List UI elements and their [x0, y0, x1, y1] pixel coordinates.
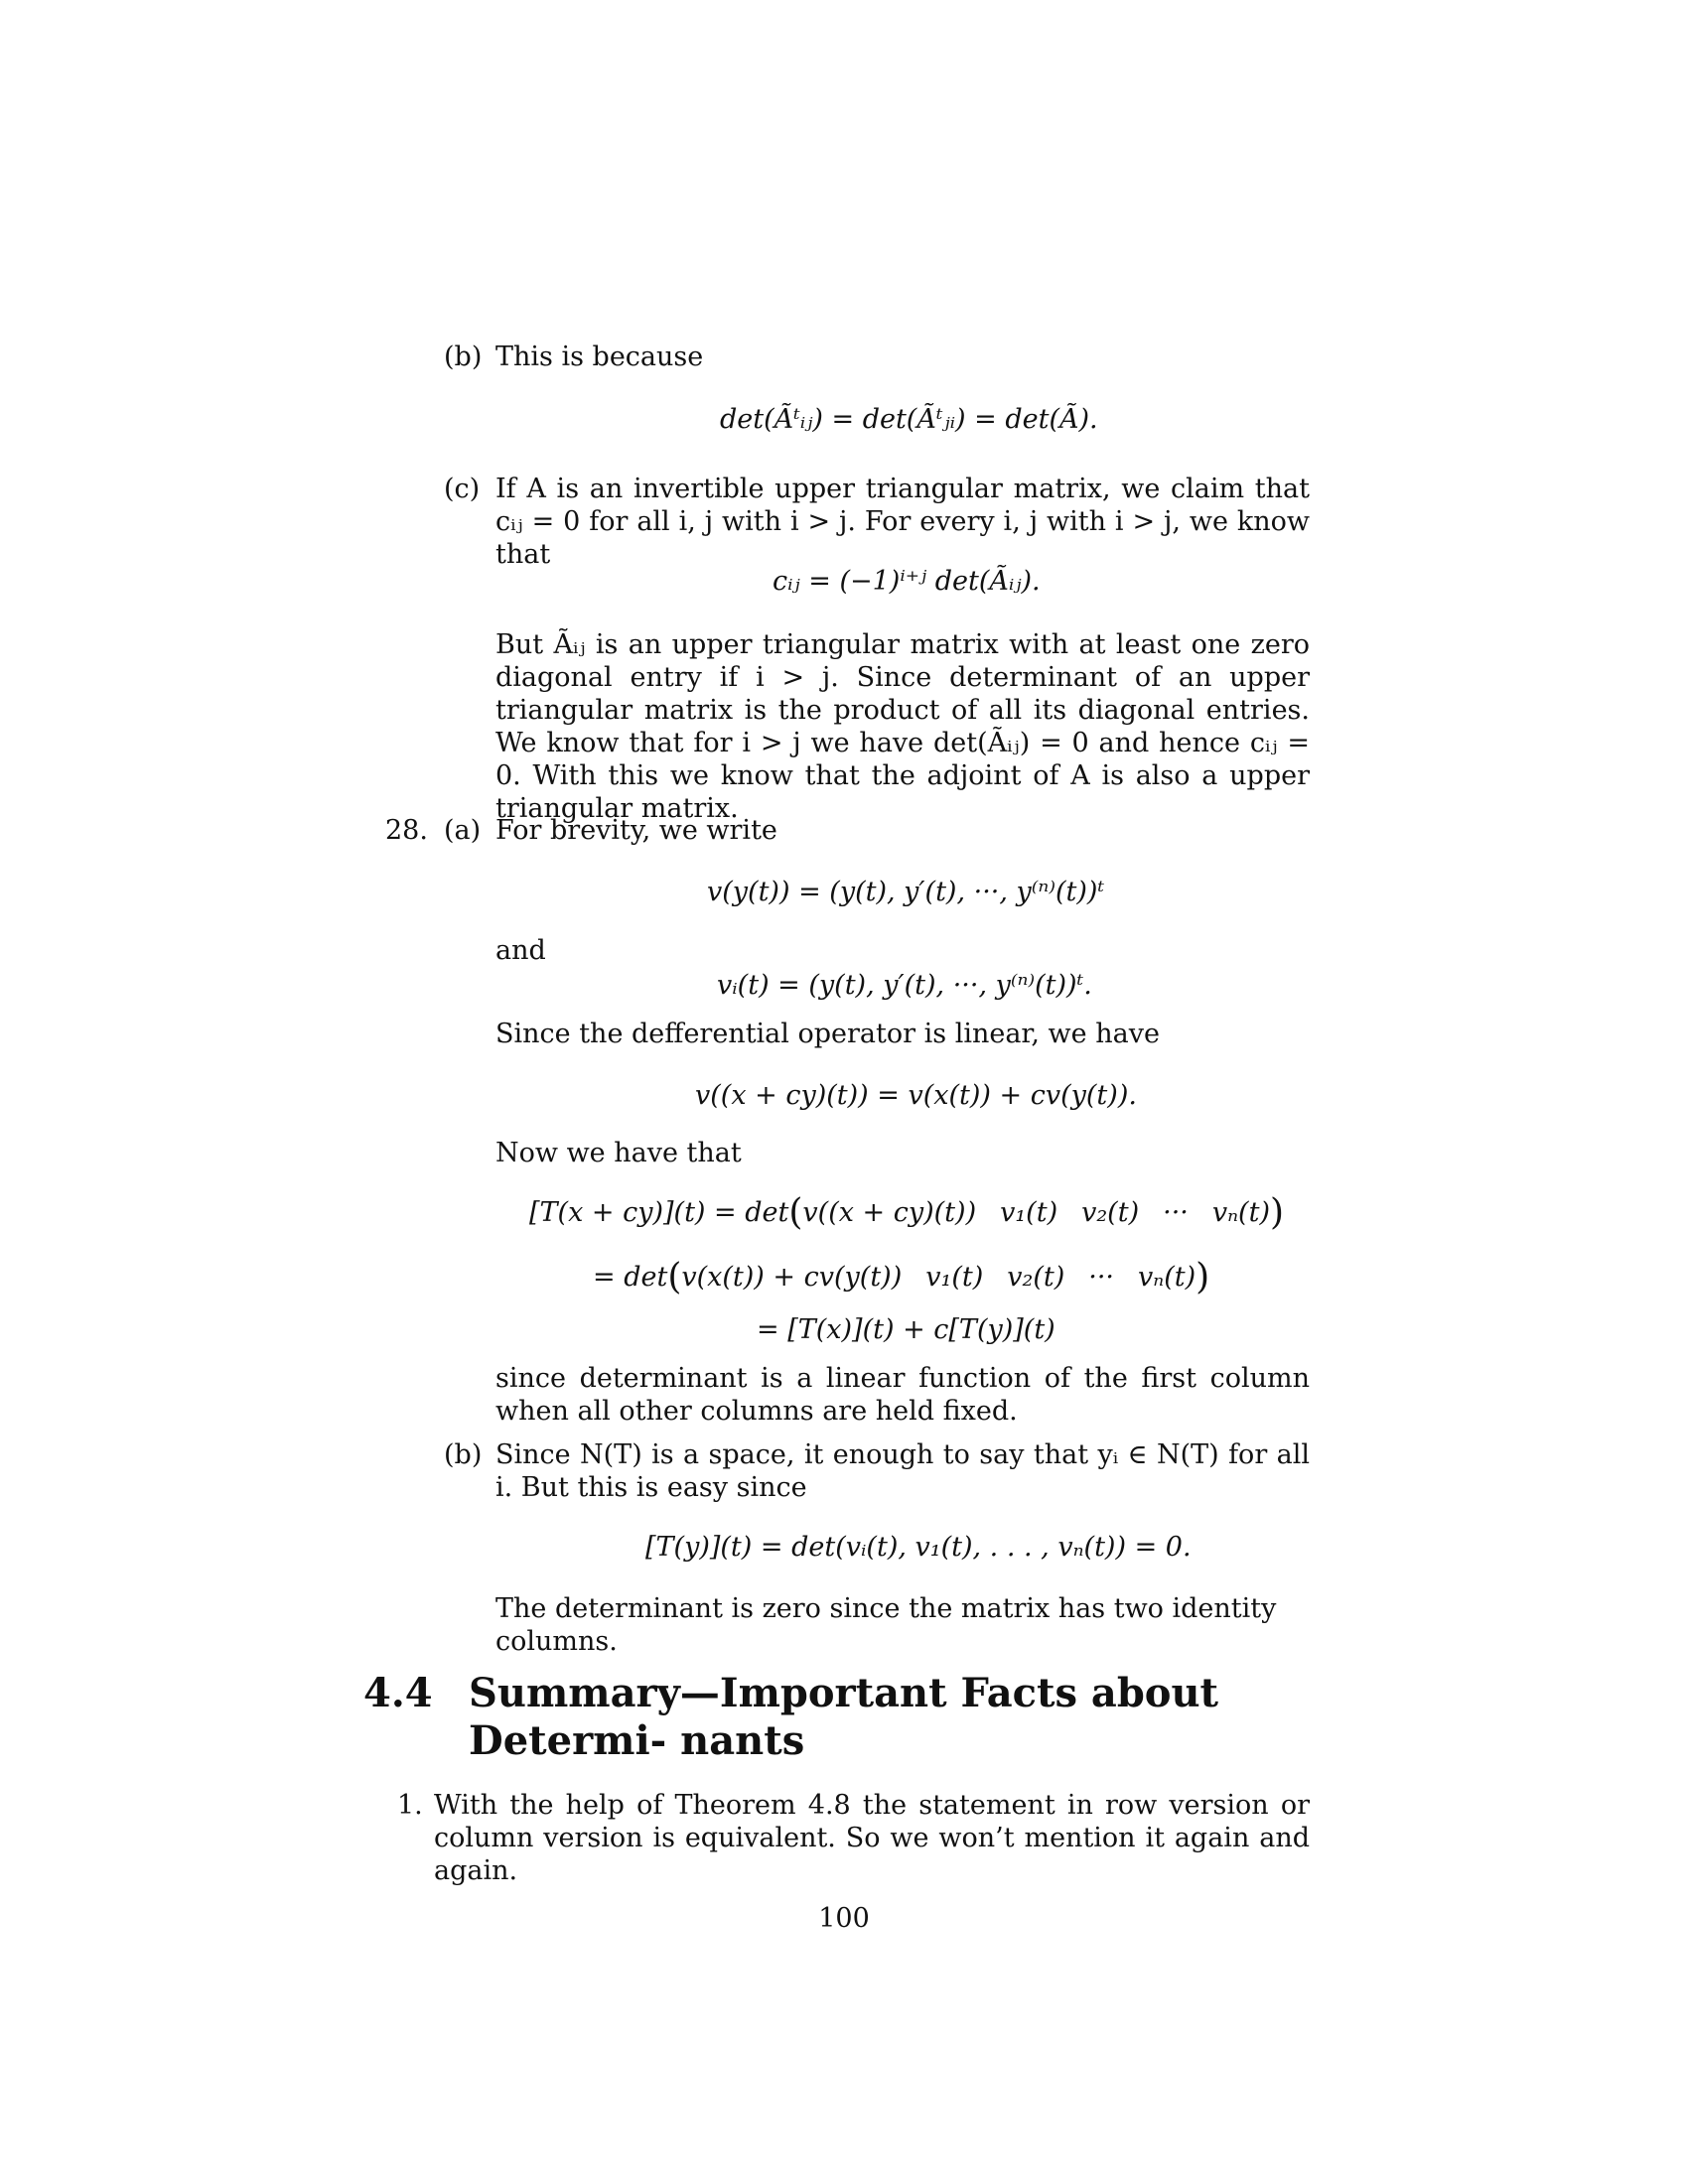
item-a-text4: since determinant is a linear function of the first column when all other columns are held fixed. — [495, 1363, 1310, 1427]
equation-a6: = [T(x)](t) + c[T(y)](t) — [757, 1314, 1055, 1345]
eq4-col4: ··· — [1163, 1197, 1189, 1228]
item-b2-text2: The determinant is zero since the matrix has two identity columns. — [495, 1593, 1277, 1657]
eq5-col1: v(x(t)) + cv(y(t)) — [681, 1262, 903, 1293]
paren-close-icon: ) — [1196, 1257, 1210, 1297]
eq5-left: = det — [593, 1262, 668, 1293]
item-a-text: For brevity, we write — [495, 815, 777, 846]
problem-number: 28. — [385, 815, 428, 846]
equation-a3: v((x + cy)(t)) = v(x(t)) + cv(y(t)). — [695, 1080, 1137, 1111]
eq5-col5: vₙ(t) — [1138, 1262, 1196, 1293]
eq5-col2: v₁(t) — [925, 1262, 984, 1293]
item-a-text3: Now we have that — [495, 1138, 742, 1168]
equation-a4 — [529, 1192, 1285, 1233]
equation-a1: v(y(t)) = (y(t), y′(t), ···, y⁽ⁿ⁾(t))ᵗ — [707, 877, 1105, 907]
item-label-a: (a) — [444, 815, 482, 846]
eq4-col2: v₁(t) — [1000, 1197, 1058, 1228]
item-c-text: If A is an invertible upper triangular matrix, we claim that cᵢⱼ = 0 for all i, j with i > j. For every i, j with i > j, we know that — [495, 474, 1310, 570]
list-item-text: With the help of Theorem 4.8 the statement in row version or column version is equivalent. So we won’t mention it again and again. — [434, 1790, 1310, 1886]
eq4-col3: v₂(t) — [1081, 1197, 1140, 1228]
list-item-number: 1. — [397, 1790, 423, 1821]
paren-close-icon: ) — [1269, 1192, 1285, 1233]
paren-open-icon: ( — [788, 1192, 803, 1233]
eq4-left: [T(x + cy)](t) = det — [529, 1197, 789, 1228]
item-b2-text: Since N(T) is a space, it enough to say that yᵢ ∈ N(T) for all i. But this is easy since — [495, 1439, 1310, 1503]
equation-b: det(Ãᵗᵢⱼ) = det(Ãᵗⱼᵢ) = det(Ã). — [720, 404, 1098, 435]
equation-c: cᵢⱼ = (−1)ⁱ⁺ʲ det(Ãᵢⱼ). — [773, 566, 1041, 597]
equation-a2: vᵢ(t) = (y(t), y′(t), ···, y⁽ⁿ⁾(t))ᵗ. — [717, 970, 1092, 1001]
item-c-paragraph: But Ãᵢⱼ is an upper triangular matrix with at least one zero diagonal entry if i > j. Since determinant of an upper triangular matrix is the product of all its diagonal entries. We know that for i > j we have det(Ãᵢⱼ) = 0 and hence cᵢⱼ = 0. With this we know that the adjoint of A is also a upper triangular matrix. — [495, 629, 1310, 824]
section-title: Summary—Important Facts about Determi- nants — [469, 1670, 1219, 1764]
section-number: 4.4 — [363, 1670, 433, 1716]
page-number: 100 — [818, 1903, 870, 1934]
eq5-col4: ··· — [1088, 1262, 1114, 1293]
item-a-and: and — [495, 935, 546, 966]
eq4-col5: vₙ(t) — [1211, 1197, 1270, 1228]
item-label-b2: (b) — [444, 1439, 483, 1470]
item-label-c: (c) — [444, 474, 481, 504]
paren-open-icon: ( — [667, 1257, 682, 1297]
eq4-col1: v((x + cy)(t)) — [802, 1197, 977, 1228]
equation-a5 — [593, 1257, 1210, 1297]
eq5-col3: v₂(t) — [1007, 1262, 1065, 1293]
item-a-text2: Since the defferential operator is linear, we have — [495, 1019, 1160, 1049]
item-label-b: (b) — [444, 341, 483, 372]
equation-b2: [T(y)](t) = det(vᵢ(t), v₁(t), . . . , vₙ(t)) = 0. — [645, 1532, 1192, 1563]
item-b-text: This is because — [495, 341, 704, 372]
